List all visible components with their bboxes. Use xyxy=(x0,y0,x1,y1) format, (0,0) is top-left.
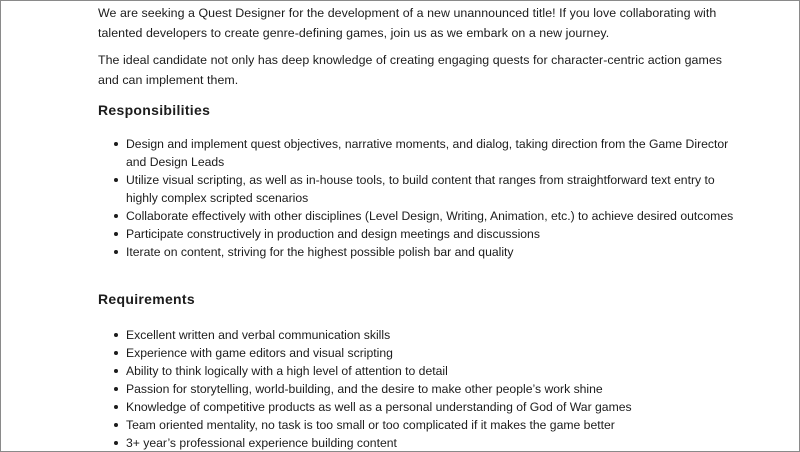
list-item xyxy=(98,135,738,171)
list-item-text: Iterate on content, striving for the highest possible polish bar and quality xyxy=(126,245,514,259)
list-item-text: Ability to think logically with a high level of attention to detail xyxy=(126,364,448,378)
list-item-text: Experience with game editors and visual scripting xyxy=(126,346,393,360)
list-item-text: Passion for storytelling, world-building, and the desire to make other people’s work shine xyxy=(126,382,603,396)
list-item-text: Design and implement quest objectives, narrative moments, and dialog, taking direction from the Game Director and Design Leads xyxy=(126,137,729,169)
list-item xyxy=(98,225,738,243)
bullet-icon xyxy=(114,250,118,254)
list-item xyxy=(98,207,738,225)
list-item-text: Knowledge of competitive products as well as a personal understanding of God of War games xyxy=(126,400,632,414)
ideal-candidate-paragraph: The ideal candidate not only has deep knowledge of creating engaging quests for character-centric action games and can implement them. xyxy=(98,53,723,87)
bullet-icon xyxy=(114,387,118,391)
bullet-icon xyxy=(114,369,118,373)
list-item-text: Utilize visual scripting, as well as in-house tools, to build content that ranges from straightforward text entry to highly complex scripted scenarios xyxy=(126,173,715,205)
bullet-icon xyxy=(114,142,118,146)
intro-paragraph: We are seeking a Quest Designer for the development of a new unannounced title! If you love collaborating with talented developers to create genre-defining games, join us as we embark on a new journey. xyxy=(98,6,717,40)
list-item xyxy=(98,243,738,261)
bullet-icon xyxy=(114,214,118,218)
responsibilities-heading: Responsibilities xyxy=(98,102,211,118)
list-item xyxy=(98,380,738,398)
bullet-icon xyxy=(114,232,118,236)
bullet-icon xyxy=(114,441,118,445)
requirements-list xyxy=(98,326,738,452)
list-item xyxy=(98,344,738,362)
list-item-text: Excellent written and verbal communication skills xyxy=(126,328,391,342)
bullet-icon xyxy=(114,405,118,409)
list-item xyxy=(98,326,738,344)
list-item-text: 3+ year’s professional experience building content xyxy=(126,436,397,450)
bullet-icon xyxy=(114,423,118,427)
bullet-icon xyxy=(114,351,118,355)
list-item xyxy=(98,362,738,380)
bullet-icon xyxy=(114,333,118,337)
bullet-icon xyxy=(114,178,118,182)
responsibilities-list xyxy=(98,135,738,261)
list-item-text: Participate constructively in production and design meetings and discussions xyxy=(126,227,540,241)
list-item xyxy=(98,434,738,452)
requirements-heading: Requirements xyxy=(98,291,195,307)
list-item-text: Collaborate effectively with other disciplines (Level Design, Writing, Animation, etc.) to achieve desired outcomes xyxy=(126,209,734,223)
list-item xyxy=(98,416,738,434)
list-item-text: Team oriented mentality, no task is too small or too complicated if it makes the game better xyxy=(126,418,615,432)
list-item xyxy=(98,171,738,207)
list-item xyxy=(98,398,738,416)
